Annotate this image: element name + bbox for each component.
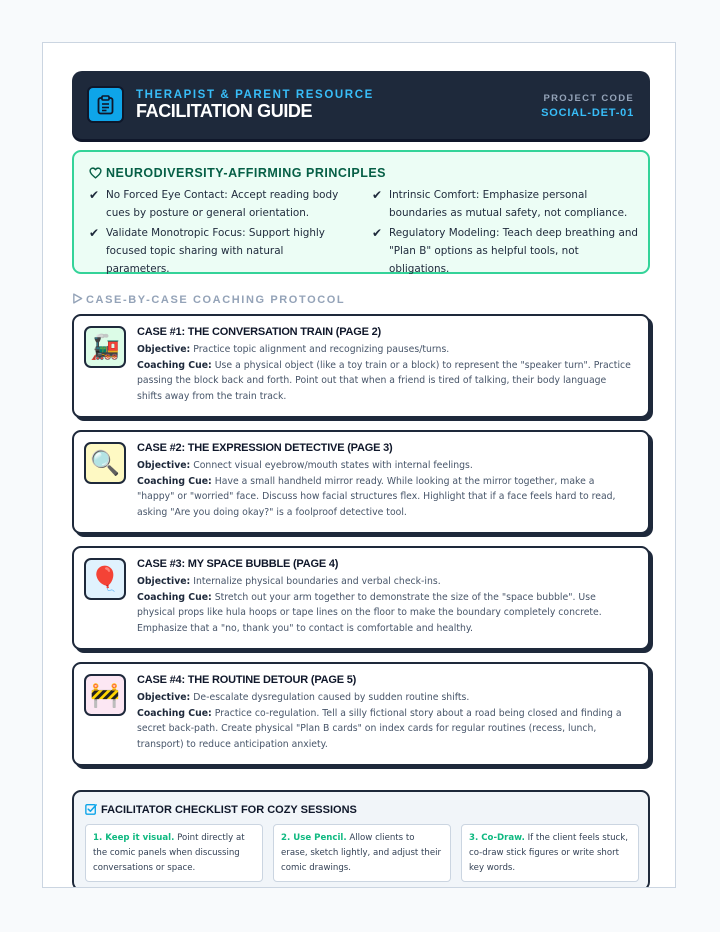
coaching-cue-label: Coaching Cue: bbox=[137, 591, 212, 603]
principles-title-text: NEURODIVERSITY-AFFIRMING PRINCIPLES bbox=[106, 166, 387, 180]
guide-page bbox=[42, 42, 676, 888]
checkbox-icon bbox=[85, 803, 97, 815]
check-icon: ✔ bbox=[372, 226, 383, 240]
header-banner bbox=[72, 71, 650, 139]
check-icon: ✔ bbox=[89, 188, 100, 202]
objective-text: De-escalate dysregulation caused by sudden routine shifts. bbox=[193, 692, 470, 703]
checklist-tip bbox=[85, 824, 263, 882]
principle-item bbox=[89, 224, 344, 278]
principle-text: Intrinsic Comfort: Emphasize personal boundaries as mutual safety, not compliance. bbox=[389, 189, 628, 219]
tip-text: Point directly at the comic panels when discussing conversations or space. bbox=[93, 833, 245, 873]
case-card bbox=[72, 430, 650, 534]
case-card bbox=[72, 546, 650, 650]
check-icon: ✔ bbox=[372, 188, 383, 202]
objective-text: Practice topic alignment and recognizing pauses/turns. bbox=[193, 344, 450, 355]
checklist-tip bbox=[273, 824, 451, 882]
case-title: CASE #4: THE ROUTINE DETOUR (PAGE 5) bbox=[137, 674, 357, 686]
tip-lead: 1. Keep it visual. bbox=[93, 833, 175, 843]
principle-text: Regulatory Modeling: Teach deep breathing and "Plan B" options as helpful tools, not obligations. bbox=[389, 227, 639, 275]
principle-text: No Forced Eye Contact: Accept reading body cues by posture or general orientation. bbox=[106, 189, 339, 219]
coaching-cue-text: Have a small handheld mirror ready. While looking at the mirror together, make a "happy" or "worried" face. Discuss how facial structures flex. Highlight that if a face feels hard to read, asking "Are you doing okay?" is a foolproof detective tool. bbox=[137, 475, 616, 518]
coaching-cue-label: Coaching Cue: bbox=[137, 359, 212, 371]
case-title: CASE #1: THE CONVERSATION TRAIN (PAGE 2) bbox=[137, 326, 382, 338]
case-body bbox=[137, 690, 633, 752]
tip-text: Allow clients to erase, sketch lightly, and adjust their comic drawings. bbox=[281, 833, 442, 873]
principle-item bbox=[372, 224, 640, 278]
case-body bbox=[137, 574, 633, 636]
project-code-label: PROJECT CODE bbox=[543, 93, 634, 104]
coaching-cue-text: Practice co-regulation. Tell a silly fictional story about a road being closed and finding a secret back-path. Create physical "Plan B cards" on index cards for regular routines (recess, lunch, transport) to reduce anticipation anxiety. bbox=[137, 707, 622, 750]
case-body bbox=[137, 342, 633, 404]
principle-item bbox=[89, 186, 344, 222]
heart-icon bbox=[89, 167, 102, 179]
principles-panel bbox=[72, 150, 650, 274]
principles-title bbox=[89, 166, 386, 180]
page-title: FACILITATION GUIDE bbox=[136, 101, 313, 121]
tip-text: If the client feels stuck, co-draw stick figures or write short key words. bbox=[469, 833, 628, 873]
protocol-section-label bbox=[72, 293, 650, 307]
principle-item bbox=[372, 186, 640, 222]
checklist-title-text: FACILITATOR CHECKLIST FOR COZY SESSIONS bbox=[101, 804, 357, 816]
header-eyebrow: THERAPIST & PARENT RESOURCE bbox=[136, 89, 374, 101]
play-outline-icon bbox=[72, 293, 83, 304]
objective-label: Objective: bbox=[137, 460, 191, 471]
objective-label: Objective: bbox=[137, 692, 191, 703]
balloon-icon: 🎈 bbox=[84, 558, 126, 600]
checklist-tip bbox=[461, 824, 639, 882]
train-icon: 🚂 bbox=[84, 326, 126, 368]
objective-label: Objective: bbox=[137, 344, 191, 355]
case-body bbox=[137, 458, 633, 520]
case-title: CASE #3: MY SPACE BUBBLE (PAGE 4) bbox=[137, 558, 339, 570]
check-icon: ✔ bbox=[89, 226, 100, 240]
coaching-cue-text: Stretch out your arm together to demonstrate the size of the "space bubble". Use physical props like hula hoops or tape lines on the floor to make the boundary completely concrete. Emphasize that a "no, thank you" to contact is comfortable and healthy. bbox=[137, 591, 602, 634]
checklist-title bbox=[85, 803, 357, 816]
project-code-value: SOCIAL-DET-01 bbox=[541, 107, 634, 119]
case-title: CASE #2: THE EXPRESSION DETECTIVE (PAGE 3) bbox=[137, 442, 393, 454]
clipboard-icon bbox=[87, 86, 124, 123]
case-card bbox=[72, 662, 650, 766]
objective-text: Connect visual eyebrow/mouth states with internal feelings. bbox=[193, 460, 473, 471]
principle-text: Validate Monotropic Focus: Support highly focused topic sharing with natural parameters. bbox=[106, 227, 325, 275]
objective-label: Objective: bbox=[137, 576, 191, 587]
objective-text: Internalize physical boundaries and verbal check-ins. bbox=[193, 576, 441, 587]
coaching-cue-text: Use a physical object (like a toy train or a block) to represent the "speaker turn". Practice passing the block back and forth. Point out that when a friend is tired of talking, their body language shifts away from the train track. bbox=[137, 359, 631, 402]
tip-lead: 2. Use Pencil. bbox=[281, 833, 347, 843]
coaching-cue-label: Coaching Cue: bbox=[137, 475, 212, 487]
tip-lead: 3. Co-Draw. bbox=[469, 833, 525, 843]
coaching-cue-label: Coaching Cue: bbox=[137, 707, 212, 719]
magnifier-icon: 🔍 bbox=[84, 442, 126, 484]
roadblock-icon: 🚧 bbox=[84, 674, 126, 716]
facilitator-checklist bbox=[72, 790, 650, 888]
case-card bbox=[72, 314, 650, 418]
protocol-label-text: CASE-BY-CASE COACHING PROTOCOL bbox=[86, 294, 346, 306]
